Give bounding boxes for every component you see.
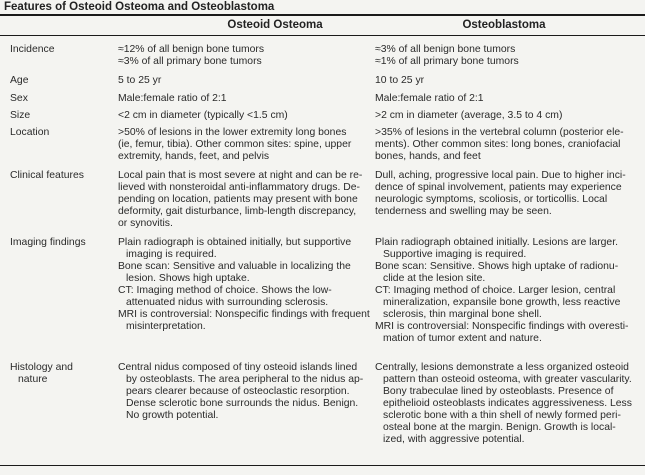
cell-line: deformity, gait disturbance, limb-length discrepancy, — [118, 206, 357, 217]
cell-line: ≈3% of all primary bone tumors — [118, 56, 262, 67]
osteoblastoma-cell — [375, 362, 641, 446]
cell-line: >35% of lesions in the vertebral column (posterior ele- — [375, 127, 624, 138]
cell-line: clide at the lesion site. — [383, 273, 486, 284]
osteoblastoma-cell — [375, 127, 641, 163]
row-label: Size — [10, 110, 31, 121]
cell-line: 5 to 25 yr — [118, 75, 162, 86]
cell-line: sclerosis, thin marginal bone shell. — [383, 309, 542, 320]
cell-line: neurologic symptoms, scoliosis, or torticollis. Local — [375, 194, 608, 205]
row-label: Sex — [10, 93, 28, 104]
cell-line: ized, with aggressive potential. — [383, 434, 525, 445]
cell-line: or synovitis. — [118, 218, 173, 229]
cell-line: by osteoblasts. The area peripheral to the nidus ap- — [126, 374, 364, 385]
cell-line: Local pain that is most severe at night and can be re- — [118, 170, 363, 181]
cell-line: extremity, hands, feet, and pelvis — [118, 151, 270, 162]
cell-line: mineralization, expansile bone growth, less reactive — [383, 297, 621, 308]
cell-line: Plain radiograph obtained initially. Lesions are larger. — [375, 237, 618, 248]
cell-line: ments). Other common sites: long bones, craniofacial — [375, 139, 621, 150]
cell-line: bones, hands, and feet — [375, 151, 481, 162]
cell-line: Dense sclerotic bone surrounds the nidus. Benign. — [126, 398, 359, 409]
osteoid-osteoma-cell — [118, 110, 368, 122]
cell-line: epithelioid osteoblasts indicates aggressiveness. Less — [383, 398, 632, 409]
cell-line: sclerotic bone with a thin shell of newly formed peri- — [383, 410, 621, 421]
cell-line: Bony trabeculae lined by osteoblasts. Presence of — [383, 386, 614, 397]
row-label — [10, 362, 100, 386]
osteoblastoma-cell — [375, 170, 641, 218]
cell-line: tenderness and swelling may be seen. — [375, 206, 552, 217]
cell-line: pending on location, patients may present with bone — [118, 194, 358, 205]
cell-line: Dull, aching, progressive local pain. Due to higher inci- — [375, 170, 626, 181]
osteoid-osteoma-cell — [118, 93, 368, 105]
cell-line: (ie, femur, tibia). Other common sites: spine, upper — [118, 139, 352, 150]
osteoid-osteoma-cell — [118, 362, 368, 422]
cell-line: imaging is required. — [126, 249, 217, 260]
cell-line: >2 cm in diameter (average, 3.5 to 4 cm) — [375, 110, 563, 121]
osteoid-osteoma-cell — [118, 237, 368, 333]
cell-line: ≈12% of all benign bone tumors — [118, 44, 265, 55]
cell-line: 10 to 25 yr — [375, 75, 425, 86]
column-header-osteoblastoma: Osteoblastoma — [462, 19, 546, 31]
osteoblastoma-cell — [375, 44, 641, 68]
cell-line: pears clearer because of osteoclastic resorption. — [126, 386, 350, 397]
osteoblastoma-cell — [375, 93, 641, 105]
cell-line: dence of spinal involvement, patients may experience — [375, 182, 622, 193]
row-label-line: Histology and — [10, 362, 73, 373]
cell-line: osteal bone at the margin. Benign. Growth is local- — [383, 422, 616, 433]
cell-line: Central nidus composed of tiny osteoid islands lined — [118, 362, 358, 373]
row-label: Age — [10, 75, 29, 86]
cell-line: ≈3% of all benign bone tumors — [375, 44, 516, 55]
cell-line: CT: Imaging method of choice. Shows the low- — [118, 285, 332, 296]
header-rule — [0, 35, 645, 36]
cell-line: CT: Imaging method of choice. Larger lesion, central — [375, 285, 616, 296]
cell-line: MRI is controversial: Nonspecific findings with overesti- — [375, 321, 629, 332]
bottom-rule — [0, 465, 645, 466]
cell-line: Male:female ratio of 2:1 — [118, 93, 227, 104]
cell-line: >50% of lesions in the lower extremity long bones — [118, 127, 347, 138]
osteoblastoma-cell — [375, 75, 641, 87]
table-title: Features of Osteoid Osteoma and Osteoblastoma — [4, 1, 275, 13]
cell-line: attenuated nidus with surrounding sclerosis. — [126, 297, 329, 308]
osteoid-osteoma-cell — [118, 75, 368, 87]
cell-line: pattern than osteoid osteoma, with greater vascularity. — [383, 374, 632, 385]
cell-line: Supportive imaging is required. — [383, 249, 527, 260]
cell-line: ≈1% of all primary bone tumors — [375, 56, 519, 67]
osteoid-osteoma-cell — [118, 127, 368, 163]
row-label-line: nature — [18, 374, 48, 385]
osteoblastoma-cell — [375, 110, 641, 122]
cell-line: No growth potential. — [126, 410, 219, 421]
top-rule — [0, 14, 645, 16]
cell-line: lesion. Shows high uptake. — [126, 273, 250, 284]
cell-line: Bone scan: Sensitive. Shows high uptake of radionu- — [375, 261, 619, 272]
column-header-osteoid-osteoma: Osteoid Osteoma — [227, 19, 323, 31]
osteoblastoma-cell — [375, 237, 641, 345]
cell-line: <2 cm in diameter (typically <1.5 cm) — [118, 110, 288, 121]
cell-line: lieved with nonsteroidal anti-inflammatory drugs. De- — [118, 182, 360, 193]
row-label: Location — [10, 127, 50, 138]
cell-line: Centrally, lesions demonstrate a less organized osteoid — [375, 362, 629, 373]
cell-line: Bone scan: Sensitive and valuable in localizing the — [118, 261, 351, 272]
row-label: Imaging findings — [10, 237, 86, 248]
cell-line: mation of tumor extent and nature. — [383, 333, 542, 344]
cell-line: MRI is controversial: Nonspecific findings with frequent — [118, 309, 370, 320]
cell-line: Male:female ratio of 2:1 — [375, 93, 484, 104]
row-label: Clinical features — [10, 170, 84, 181]
row-label: Incidence — [10, 44, 55, 55]
osteoid-osteoma-cell — [118, 44, 368, 68]
osteoid-osteoma-cell — [118, 170, 368, 230]
cell-line: Plain radiograph is obtained initially, but supportive — [118, 237, 352, 248]
cell-line: misinterpretation. — [126, 321, 206, 332]
